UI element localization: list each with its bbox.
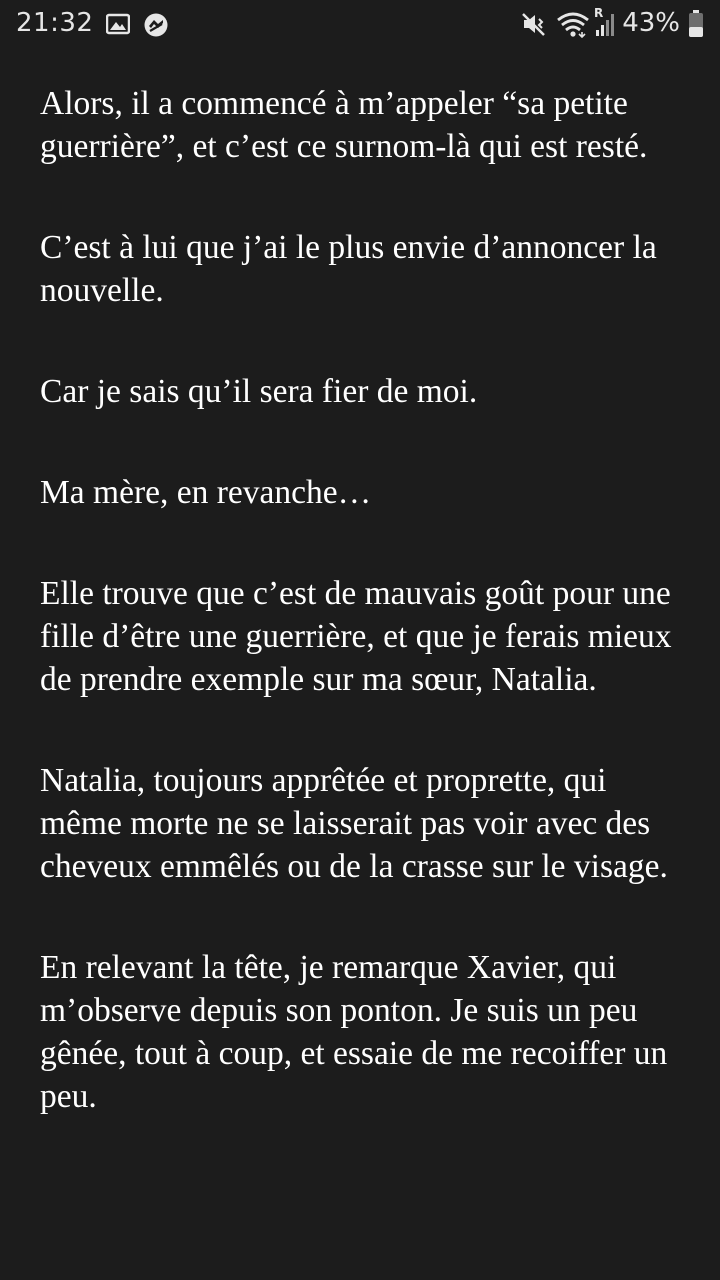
status-bar xyxy=(0,0,720,50)
reader-paragraph: Car je sais qu’il sera fier de moi. xyxy=(40,373,478,410)
wifi-icon xyxy=(556,10,590,42)
reader-paragraph: Elle trouve que c’est de mauvais goût pour une fille d’être une guerrière, et que je ferais mieux de prendre exemple sur ma sœur, Natalia. xyxy=(40,575,672,698)
reader-paragraph: Alors, il a commencé à m’appeler “sa petite guerrière”, et c’est ce surnom-là qui est resté. xyxy=(40,85,648,165)
vibrate-mute-icon xyxy=(520,10,548,42)
signal-roaming-label: R xyxy=(594,6,604,20)
reader-text xyxy=(40,82,690,1118)
battery-percent: 43% xyxy=(622,8,680,38)
reader-paragraph: Ma mère, en revanche… xyxy=(40,474,372,511)
image-icon xyxy=(106,12,130,40)
status-time: 21:32 xyxy=(16,8,94,38)
battery-icon xyxy=(688,10,704,42)
app-notification-icon xyxy=(143,12,169,42)
reader-paragraph: En relevant la tête, je remarque Xavier, qui m’observe depuis son ponton. Je suis un peu gênée, tout à coup, et essaie de me recoiffer un peu. xyxy=(40,949,668,1115)
reader-paragraph: C’est à lui que j’ai le plus envie d’annoncer la nouvelle. xyxy=(40,229,657,309)
signal-roaming-icon xyxy=(592,8,618,42)
reader-paragraph: Natalia, toujours apprêtée et proprette, qui même morte ne se laisserait pas voir avec des cheveux emmêlés ou de la crasse sur le visage. xyxy=(40,762,668,885)
